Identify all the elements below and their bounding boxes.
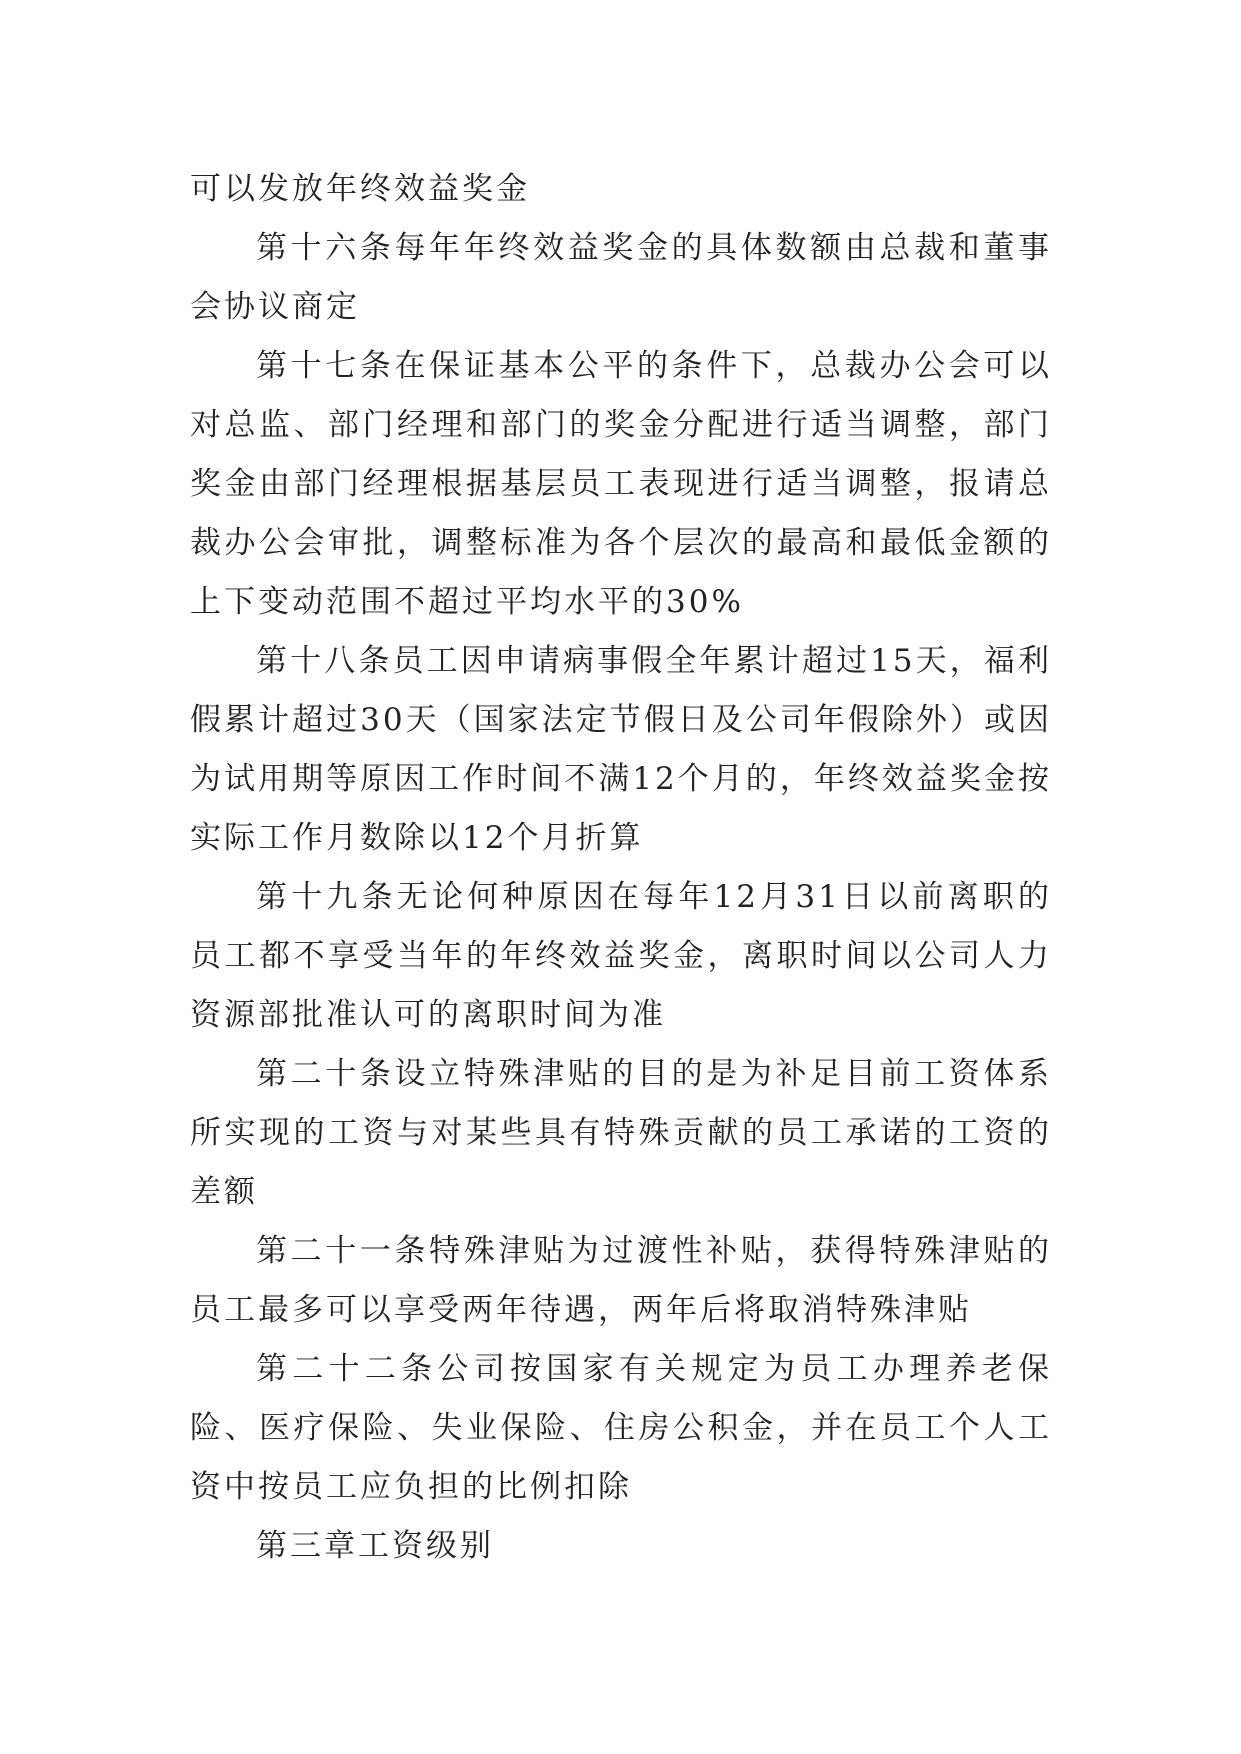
paragraph-article-22: 第二十二条公司按国家有关规定为员工办理养老保险、医疗保险、失业保险、住房公积金，并在员工个人工资中按员工应负担的比例扣除 [190, 1351, 1052, 1505]
paragraph-article-21: 第二十一条特殊津贴为过渡性补贴，获得特殊津贴的员工最多可以享受两年待遇，两年后将取消特殊津贴 [190, 1233, 1052, 1328]
paragraph-bonus-continuation: 可以发放年终效益奖金 [190, 171, 530, 207]
paragraph-article-18: 第十八条员工因申请病事假全年累计超过15天，福利假累计超过30天（国家法定节假日及公司年假除外）或因为试用期等原因工作时间不满12个月的，年终效益奖金按实际工作月数除以12个月折算 [190, 643, 1052, 856]
paragraph-article-16: 第十六条每年年终效益奖金的具体数额由总裁和董事会协议商定 [190, 230, 1052, 325]
paragraph-article-20: 第二十条设立特殊津贴的目的是为补足目前工资体系所实现的工资与对某些具有特殊贡献的员工承诺的工资的差额 [190, 1056, 1052, 1210]
paragraph-article-19: 第十九条无论何种原因在每年12月31日以前离职的员工都不享受当年的年终效益奖金，离职时间以公司人力资源部批准认可的离职时间为准 [190, 879, 1052, 1033]
paragraph-article-17: 第十七条在保证基本公平的条件下，总裁办公会可以对总监、部门经理和部门的奖金分配进行适当调整，部门奖金由部门经理根据基层员工表现进行适当调整，报请总裁办公会审批，调整标准为各个层次的最高和最低金额的上下变动范围不超过平均水平的30% [190, 348, 1052, 620]
document-body [190, 160, 1052, 1576]
chapter-3-heading: 第三章工资级别 [256, 1528, 494, 1564]
